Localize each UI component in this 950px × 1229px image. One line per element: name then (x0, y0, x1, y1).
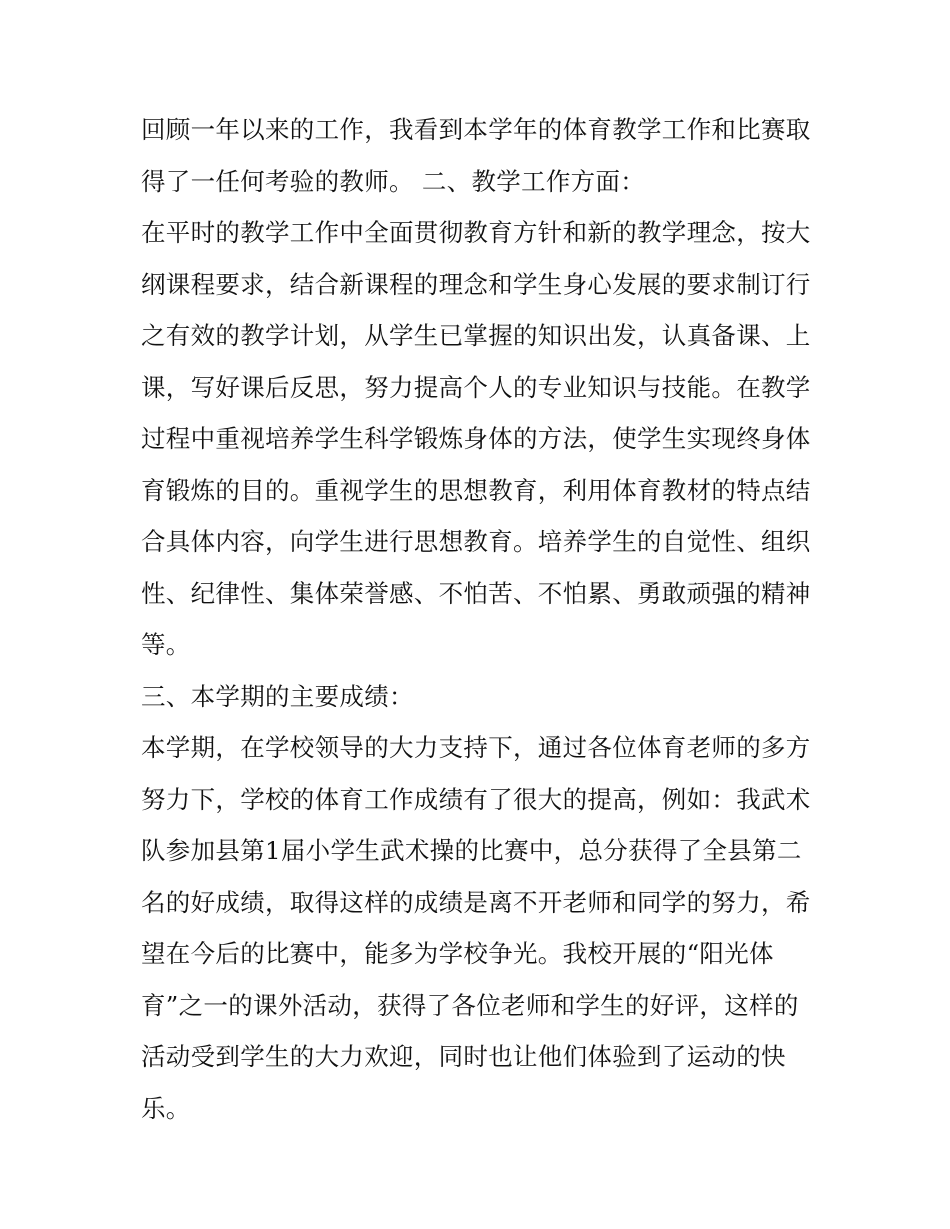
text-line: 在平时的教学工作中全面贯彻教育方针和新的教学理念，按大 (141, 218, 811, 247)
text-line: 等。 (141, 630, 191, 659)
text-line: 努力下，学校的体育工作成绩有了很大的提高，例如：我武术 (141, 784, 811, 814)
text-line: 性、纪律性、集体荣誉感、不怕苦、不怕累、勇敢顽强的精神 (141, 578, 811, 608)
text-line: 合具体内容，向学生进行思想教育。培养学生的自觉性、组织 (141, 527, 811, 556)
text-line: 课，写好课后反思，努力提高个人的专业知识与技能。在教学 (141, 372, 811, 402)
text-line: 名的好成绩，取得这样的成绩是离不开老师和同学的努力，希 (141, 887, 811, 917)
text-line: 育”之一的课外活动，获得了各位老师和学生的好评，这样的 (141, 990, 799, 1020)
body-text (141, 104, 821, 1134)
text-line: 望在今后的比赛中，能多为学校争光。我校开展的“阳光体 (141, 939, 774, 968)
text-line: 育锻炼的目的。重视学生的思想教育，利用体育教材的特点结 (141, 475, 811, 505)
text-line: 纲课程要求，结合新课程的理念和学生身心发展的要求制订行 (141, 269, 811, 299)
section-heading: 三、本学期的主要成绩： (141, 681, 414, 711)
text-line: 之有效的教学计划，从学生已掌握的知识出发，认真备课、上 (141, 321, 811, 350)
text-line: 得了一任何考验的教师。 二、教学工作方面： (141, 166, 646, 196)
text-line: 乐。 (141, 1093, 191, 1123)
text-line: 活动受到学生的大力欢迎，同时也让他们体验到了运动的快 (141, 1042, 786, 1071)
text-line: 回顾一年以来的工作，我看到本学年的体育教学工作和比赛取 (141, 115, 811, 144)
text-line: 队参加县第1届小学生武术操的比赛中，总分获得了全县第二 (141, 836, 802, 865)
text-line: 本学期，在学校领导的大力支持下，通过各位体育老师的多方 (141, 733, 811, 762)
text-line: 过程中重视培养学生科学锻炼身体的方法，使学生实现终身体 (141, 424, 811, 453)
